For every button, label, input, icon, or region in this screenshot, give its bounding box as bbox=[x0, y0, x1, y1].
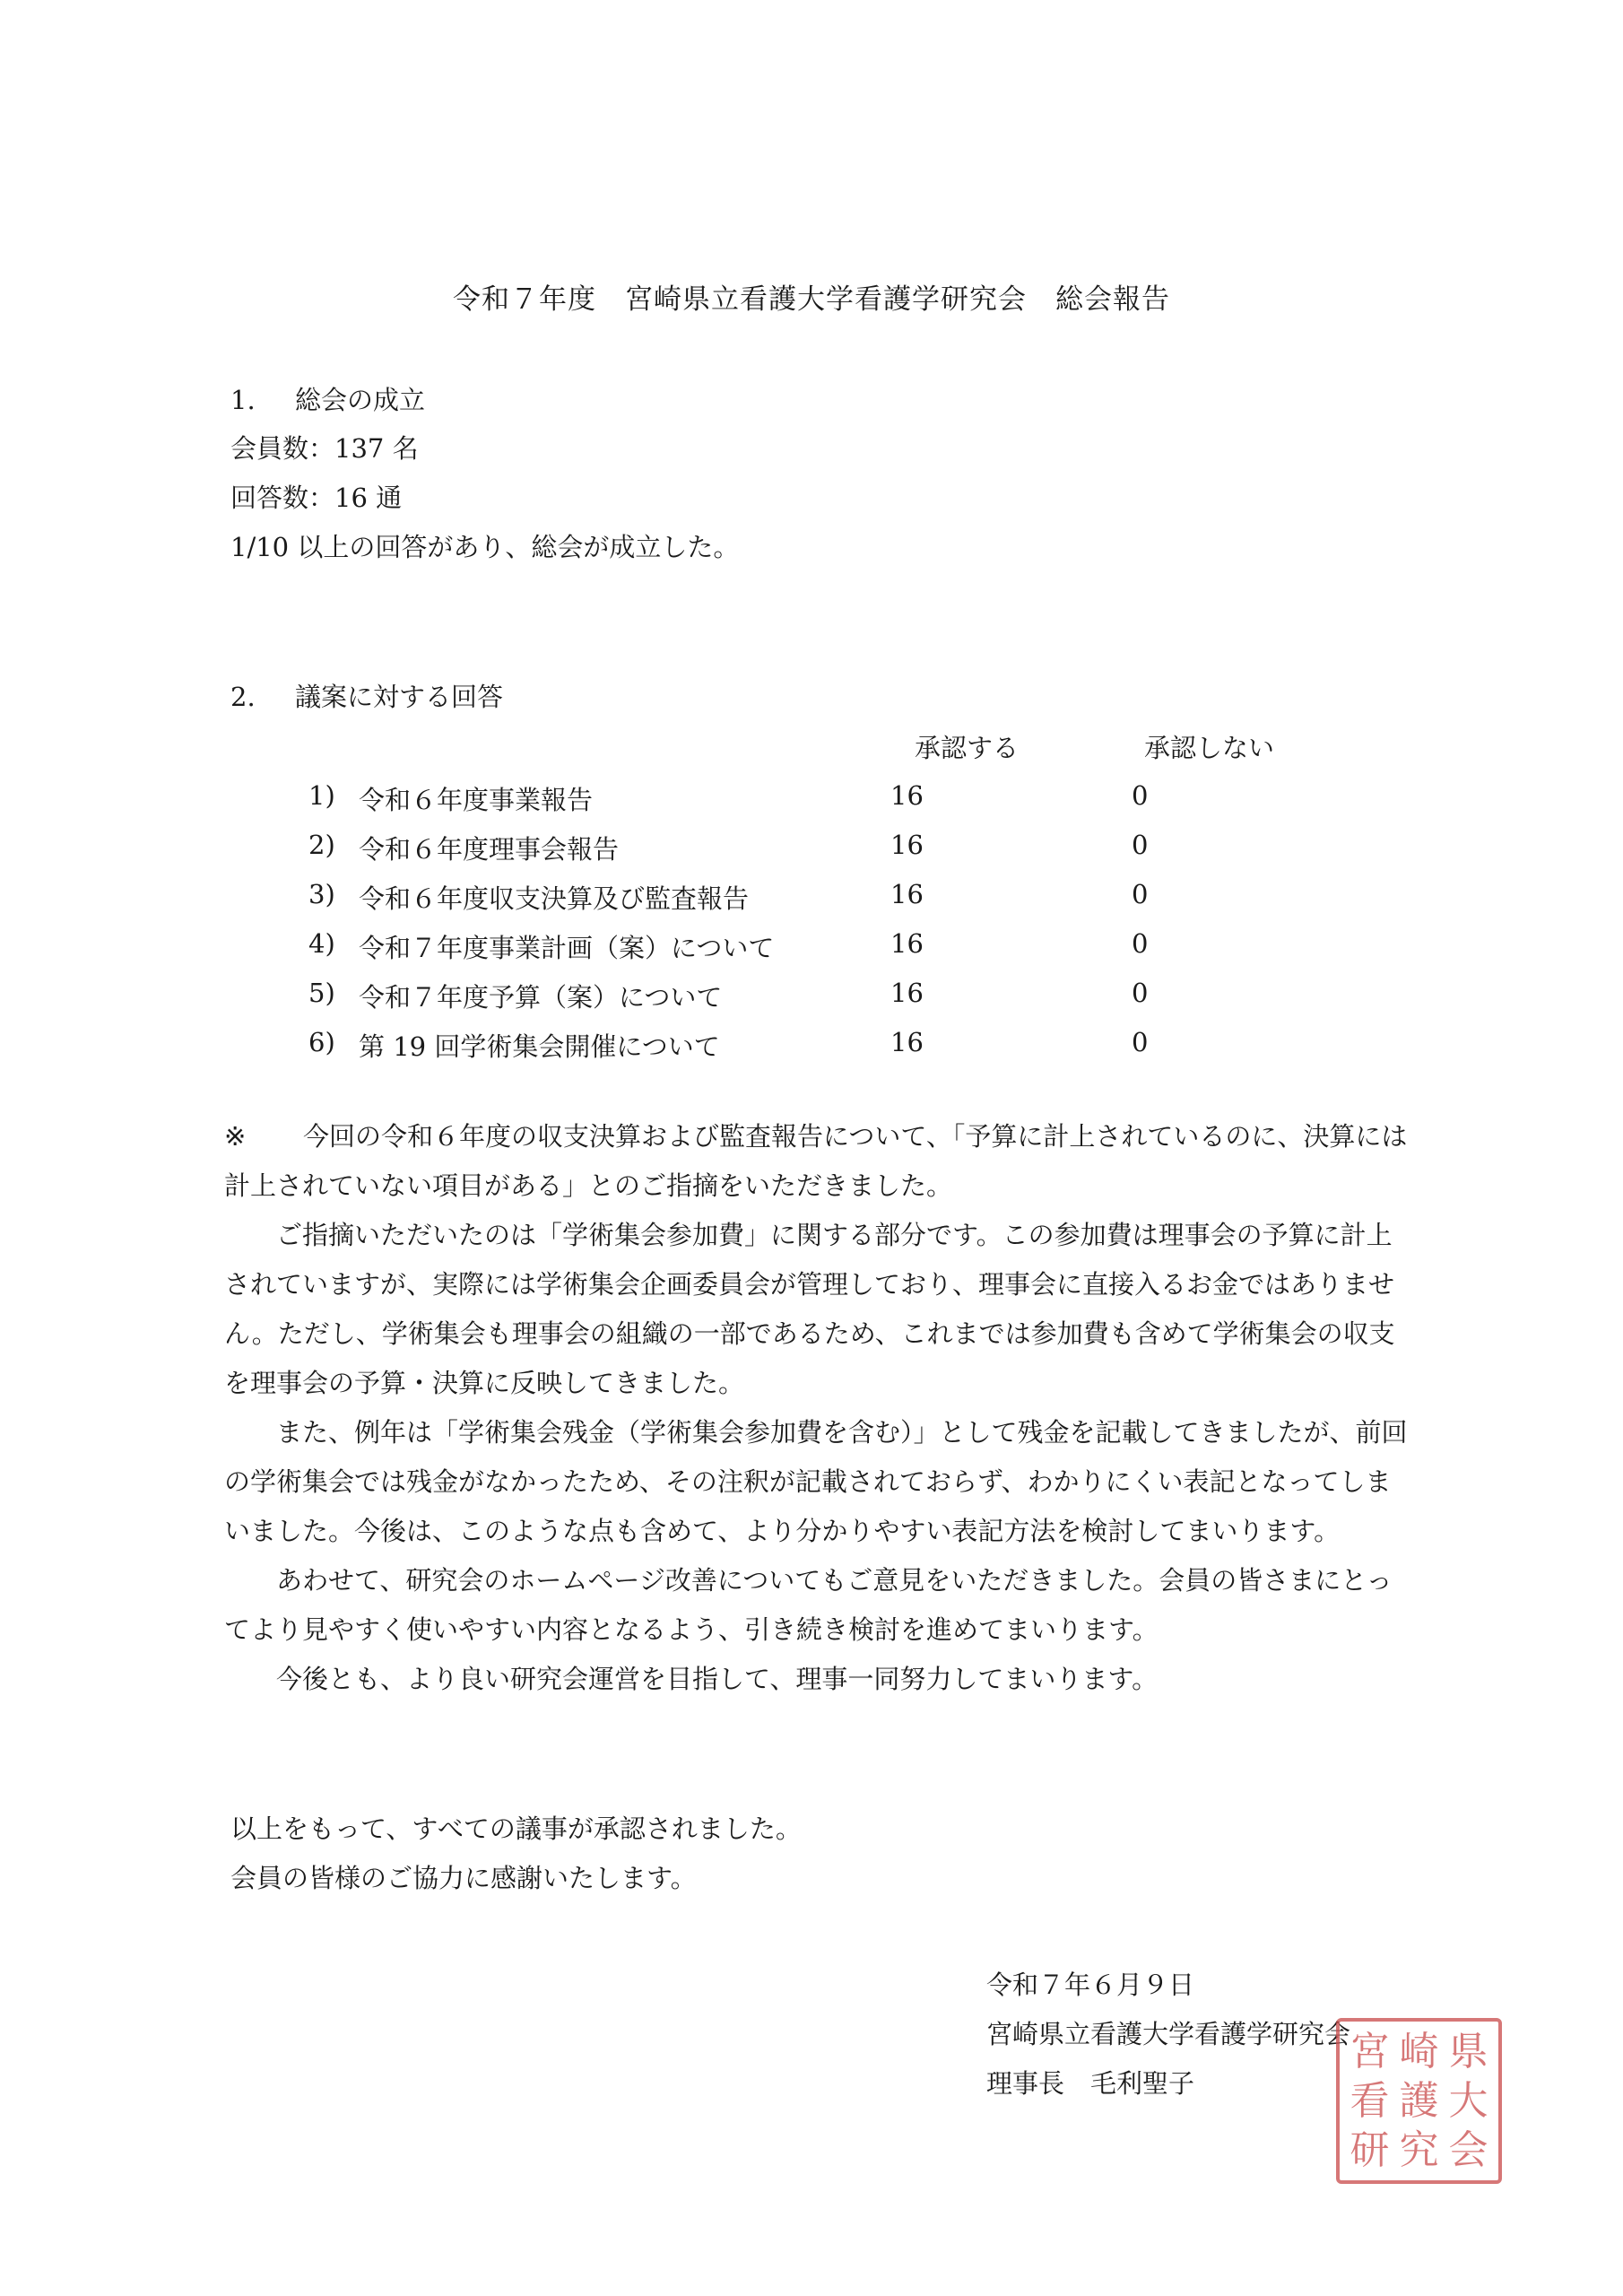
quorum-statement: 1/10 以上の回答があり、総会が成立した。 bbox=[230, 532, 740, 562]
section2-number: 2. bbox=[230, 682, 256, 712]
note-block bbox=[224, 1112, 1408, 1704]
row-label: 令和７年度予算（案）について bbox=[359, 982, 723, 1013]
closing-line: 以上をもって、すべての議事が承認されました。 bbox=[230, 1813, 802, 1844]
signature-block bbox=[986, 1961, 1350, 2109]
row-approve-count: 16 bbox=[890, 830, 924, 860]
signature-organization: 宮崎県立看護大学看護学研究会 bbox=[986, 2019, 1351, 2049]
row-number: 5) bbox=[308, 978, 335, 1008]
closing-statement bbox=[230, 1805, 802, 1903]
row-disapprove-count: 0 bbox=[1132, 780, 1149, 811]
note-paragraph: また、例年は「学術集会残金（学術集会参加費を含む）」として残金を記載してきましたが、前回の学術集会では残金がなかったため、その注釈が記載されておらず、わかりにくい表記となってしまいました。今後は、このような点も含めて、より分かりやすい表記方法を検討してまいります。 bbox=[224, 1417, 1408, 1546]
response-count: 回答数：16 通 bbox=[230, 483, 403, 513]
signature-date: 令和７年６月９日 bbox=[986, 1970, 1195, 2000]
row-approve-count: 16 bbox=[890, 879, 924, 909]
row-approve-count: 16 bbox=[890, 928, 924, 959]
row-number: 1) bbox=[308, 780, 335, 811]
section2-heading bbox=[230, 679, 503, 715]
note-paragraph: 今後とも、より良い研究会運営を目指して、理事一同努力してまいります。 bbox=[276, 1664, 1159, 1694]
table-row bbox=[0, 780, 1623, 830]
section1-number: 1. bbox=[230, 385, 256, 415]
row-label: 第 19 回学術集会開催について bbox=[359, 1031, 720, 1062]
note-mark: ※ bbox=[224, 1121, 247, 1152]
row-number: 3) bbox=[308, 879, 335, 909]
document-title: 令和７年度 宮崎県立看護大学看護学研究会 総会報告 bbox=[453, 283, 1170, 316]
table-row bbox=[0, 978, 1623, 1027]
row-disapprove-count: 0 bbox=[1132, 978, 1149, 1008]
row-approve-count: 16 bbox=[890, 978, 924, 1008]
row-label: 令和６年度収支決算及び監査報告 bbox=[359, 883, 750, 914]
row-approve-count: 16 bbox=[890, 780, 924, 811]
row-approve-count: 16 bbox=[890, 1027, 924, 1057]
member-count: 会員数：137 名 bbox=[230, 433, 419, 464]
official-seal-icon: 宮 崎 県 看 護 大 研 究 会 bbox=[1336, 2018, 1502, 2184]
row-disapprove-count: 0 bbox=[1132, 830, 1149, 860]
table-row bbox=[0, 830, 1623, 879]
column-header-disapprove: 承認しない bbox=[1144, 733, 1275, 763]
section1-heading bbox=[230, 382, 425, 418]
table-row bbox=[0, 1027, 1623, 1076]
signature-chair: 理事長 毛利聖子 bbox=[986, 2068, 1195, 2099]
row-label: 令和６年度理事会報告 bbox=[359, 834, 620, 865]
table-row bbox=[0, 928, 1623, 978]
note-paragraph: ご指摘いただいたのは「学術集会参加費」に関する部分です。この参加費は理事会の予算に計上されていますが、実際には学術集会企画委員会が管理しており、理事会に直接入るお金ではありません。ただし、学術集会も理事会の組織の一部であるため、これまでは参加費も含めて学術集会の収支を理事会の予算・決算に反映してきました。 bbox=[224, 1220, 1395, 1398]
row-label: 令和７年度事業計画（案）について bbox=[359, 933, 775, 963]
table-row bbox=[0, 879, 1623, 928]
row-disapprove-count: 0 bbox=[1132, 928, 1149, 959]
note-paragraph: あわせて、研究会のホームページ改善についてもご意見をいただきました。会員の皆さまにとってより見やすく使いやすい内容となるよう、引き続き検討を進めてまいります。 bbox=[224, 1565, 1393, 1645]
row-number: 2) bbox=[308, 830, 335, 860]
closing-line: 会員の皆様のご協力に感謝いたします。 bbox=[230, 1863, 697, 1893]
row-number: 4) bbox=[308, 928, 335, 959]
note-paragraph: ※ 今回の令和６年度の収支決算および監査報告について、「予算に計上されているのに、決算には計上されていない項目がある」とのご指摘をいただきました。 bbox=[224, 1112, 1408, 1211]
row-label: 令和６年度事業報告 bbox=[359, 785, 594, 815]
section2-title: 議案に対する回答 bbox=[295, 682, 504, 712]
section1-title: 総会の成立 bbox=[295, 385, 426, 415]
column-header-approve: 承認する bbox=[915, 733, 1020, 763]
row-disapprove-count: 0 bbox=[1132, 879, 1149, 909]
row-number: 6) bbox=[308, 1027, 335, 1057]
row-disapprove-count: 0 bbox=[1132, 1027, 1149, 1057]
